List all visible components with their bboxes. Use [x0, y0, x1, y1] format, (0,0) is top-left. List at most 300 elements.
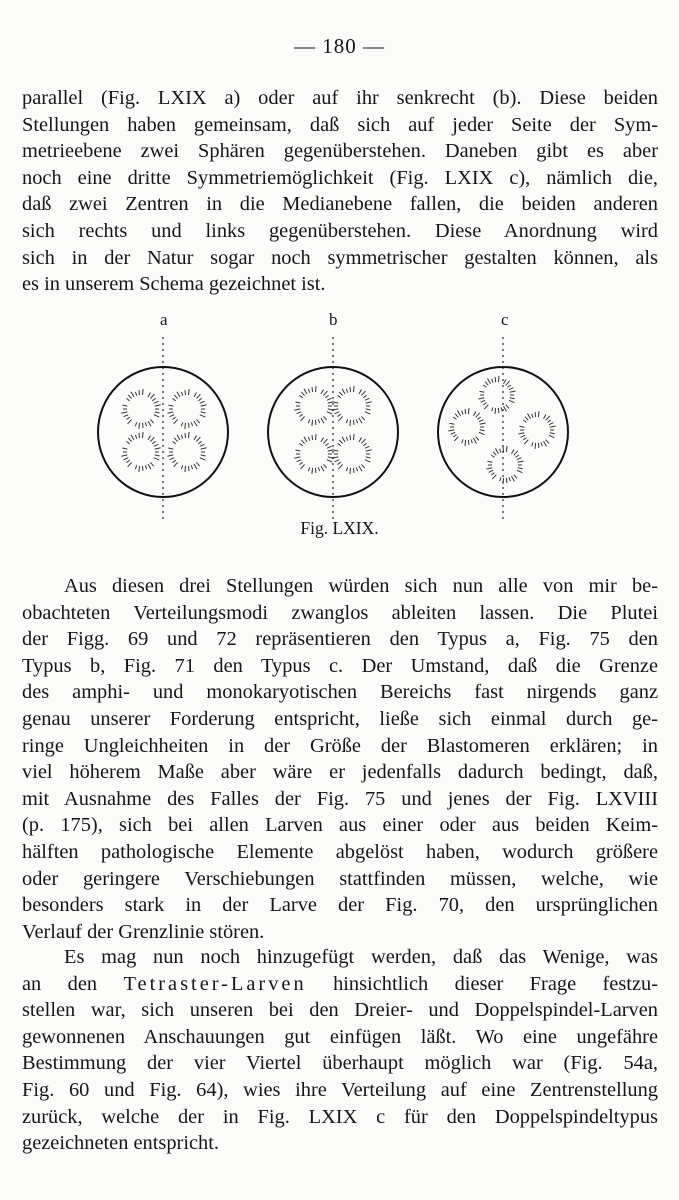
figure-label-b: b [329, 310, 338, 329]
aster-ray [148, 421, 151, 426]
aster-ray [196, 462, 199, 466]
text-line: gewonnenen Anschauungen gut einfügen läßt. Wo eine ungefähre [22, 1025, 658, 1048]
aster-ray [479, 420, 484, 422]
aster-ray [155, 405, 161, 406]
aster-ray [339, 392, 342, 396]
aster-ray [152, 441, 155, 443]
aster-ray [316, 434, 317, 440]
aster-ray [500, 477, 501, 481]
aster-ray [465, 440, 466, 446]
aster-ray [365, 398, 370, 400]
aster-ray [167, 412, 173, 413]
aster-ray [361, 464, 364, 468]
aster-ray [479, 432, 485, 434]
aster-ray [316, 468, 317, 473]
aster-ray [145, 422, 146, 426]
aster-ray [327, 446, 332, 448]
aster-ray [479, 391, 484, 392]
aster-ray [318, 419, 319, 423]
aster-ray [532, 442, 533, 446]
aster-ray [185, 433, 186, 438]
aster-ray [365, 412, 371, 414]
aster-ray [321, 466, 324, 471]
aster-ray [337, 462, 340, 464]
aster-ray [492, 407, 493, 411]
aster-ray [517, 458, 522, 460]
aster-ray [342, 437, 345, 442]
aster-ray [200, 444, 205, 446]
aster-ray [328, 450, 334, 451]
aster-ray [128, 395, 131, 399]
aster-ray [455, 414, 458, 418]
aster-ray [128, 438, 131, 442]
aster-ray [339, 440, 342, 444]
aster-ray [354, 434, 355, 440]
aster-ray [485, 382, 488, 386]
figure-label-a: a [160, 310, 168, 329]
aster-ray [504, 406, 507, 411]
aster-ray [155, 455, 160, 456]
aster-ray [516, 455, 519, 457]
aster-ray [181, 465, 182, 469]
aster-ray [488, 379, 491, 384]
aster-ray [327, 398, 332, 400]
aster-ray [489, 470, 494, 472]
aster-ray [480, 430, 485, 431]
aster-ray [474, 438, 477, 443]
aster-ray [509, 477, 510, 481]
text-line: Verlauf der Grenzlinie stören. [22, 920, 265, 943]
aster-ray [503, 478, 504, 484]
aster-ray [500, 449, 501, 453]
aster-ray [194, 436, 197, 440]
aster-ray [201, 448, 207, 449]
text-line: sich in der Natur sogar noch symmetrischer gestalten können, als [22, 246, 658, 269]
aster-ray [481, 400, 486, 402]
aster-ray [449, 423, 454, 424]
text-line: Es mag nun noch hinzugefügt werden, daß das Wenige, was [64, 946, 658, 968]
aster-ray [172, 460, 175, 462]
aster [332, 386, 371, 426]
aster-ray [346, 437, 347, 441]
aster-ray [299, 443, 302, 445]
aster-ray [131, 435, 134, 440]
text-segment: an den [22, 972, 98, 995]
aster-ray [361, 391, 365, 396]
aster-ray [538, 411, 539, 417]
aster-ray [518, 468, 523, 469]
aster-ray [535, 412, 536, 417]
aster-ray [508, 385, 511, 387]
aster-ray [474, 411, 477, 415]
aster-ray [139, 423, 140, 429]
aster-ray [143, 432, 144, 438]
aster-ray [299, 414, 302, 416]
aster-ray [312, 435, 313, 440]
aster-ray [194, 421, 197, 426]
aster-ray [487, 461, 492, 462]
aster-ray [514, 451, 518, 455]
aster-ray [453, 435, 456, 437]
aster-ray [185, 390, 186, 395]
aster-ray [170, 458, 175, 460]
aster-ray [448, 430, 454, 431]
text-line: obachteten Verteilungsmodi zwanglos ableiten lassen. Die Plutei [22, 601, 658, 624]
aster-ray [154, 458, 160, 460]
aster-ray [346, 389, 347, 393]
aster [294, 434, 333, 474]
text-line: mit Ausnahme des Falles der Fig. 75 und jenes der Fig. LXVIII [22, 787, 658, 810]
aster-ray [139, 433, 140, 438]
aster-ray [468, 440, 469, 445]
aster-ray [201, 405, 207, 406]
aster-ray [495, 408, 496, 414]
text-line: Typus b, Fig. 71 den Typus c. Der Umstand, daß die Grenze [22, 654, 658, 677]
aster-ray [544, 441, 547, 446]
aster-ray [155, 412, 160, 413]
aster-ray [128, 419, 132, 424]
aster-ray [333, 402, 338, 403]
aster-ray [550, 426, 556, 427]
aster [448, 408, 485, 446]
aster-ray [148, 464, 151, 469]
aster-ray [148, 436, 151, 440]
aster-ray [518, 433, 524, 434]
aster-ray [544, 414, 547, 418]
aster-ray [297, 460, 302, 462]
aster-ray [504, 379, 507, 383]
aster-ray [189, 432, 190, 438]
text-line: sich rechts und links gegenüberstehen. Diese Anordnung wird [22, 219, 658, 242]
aster-ray [549, 423, 554, 425]
aster-ray [167, 455, 173, 456]
aster [167, 389, 206, 429]
aster-ray [121, 412, 127, 413]
aster-ray [454, 437, 458, 441]
text-line [22, 971, 658, 998]
aster-ray [510, 391, 516, 392]
aster-ray [517, 470, 523, 472]
aster-ray [189, 466, 190, 471]
aster-ray [468, 408, 469, 414]
emphasized-term: Tetraster-Larven [123, 972, 307, 995]
aster-ray [535, 443, 536, 449]
aster-ray [181, 392, 182, 396]
aster-ray [201, 412, 206, 413]
aster-ray [135, 392, 136, 396]
aster [121, 432, 160, 472]
aster-ray [492, 379, 493, 383]
aster-ray [191, 465, 192, 469]
aster-ray [194, 464, 197, 469]
aster-ray [304, 437, 307, 442]
aster-ray [491, 455, 494, 457]
aster-ray [312, 468, 313, 474]
aster-ray [201, 455, 206, 456]
aster [518, 411, 555, 449]
aster-ray [327, 412, 333, 414]
aster-ray [476, 413, 480, 417]
aster-ray [458, 411, 461, 416]
aster-ray [170, 415, 175, 417]
aster-ray [126, 460, 129, 462]
aster-ray [177, 392, 180, 397]
aster-ray [465, 409, 466, 414]
aster-ray [323, 464, 326, 468]
aster-ray [365, 460, 371, 462]
aster-ray [546, 440, 549, 444]
text-line: noch eine dritte Symmetriemöglichkeit (Fig. LXIX c), nämlich die, [22, 166, 658, 189]
aster-ray [177, 435, 180, 440]
aster-ray [363, 443, 366, 445]
aster-ray [321, 390, 324, 394]
aster-ray [478, 417, 481, 419]
aster-ray [150, 437, 154, 442]
aster-ray [359, 466, 362, 471]
aster-ray [196, 419, 199, 423]
aster-ray [318, 467, 319, 471]
aster-ray [122, 448, 127, 449]
aster-ray [301, 440, 304, 444]
aster-ray [196, 394, 200, 399]
aster-ray [323, 439, 327, 444]
aster-ray [295, 450, 300, 451]
aster-ray [185, 466, 186, 472]
aster [478, 376, 515, 414]
aster-ray [297, 412, 302, 414]
text-line: der Figg. 69 und 72 repräsentieren den Typus a, Fig. 75 den [22, 628, 658, 651]
aster-ray [361, 439, 365, 444]
aster-ray [363, 395, 366, 397]
aster-ray [126, 417, 129, 419]
aster-ray [350, 420, 351, 426]
aster-ray [506, 405, 509, 409]
aster-ray [350, 435, 351, 440]
aster-ray [172, 398, 175, 400]
aster-ray [462, 439, 463, 443]
aster-ray [189, 423, 190, 428]
aster-ray [174, 462, 178, 467]
aster-ray [337, 414, 340, 416]
aster-ray [350, 468, 351, 474]
aster-ray [312, 420, 313, 426]
aster-ray [523, 438, 526, 440]
aster-ray [506, 381, 510, 385]
aster-ray [148, 393, 151, 397]
aster-ray [519, 426, 524, 427]
aster-ray [538, 443, 539, 448]
aster-ray [478, 398, 484, 399]
aster-ray [365, 446, 370, 448]
figure-drawing [0, 332, 679, 542]
aster-ray [312, 387, 313, 392]
aster-ray [366, 409, 371, 410]
aster-ray [150, 394, 154, 399]
aster-ray [316, 420, 317, 425]
aster-ray [327, 460, 333, 462]
aster-ray [155, 448, 161, 449]
aster-ray [366, 457, 371, 458]
aster-ray [503, 447, 504, 452]
aster-ray [510, 398, 515, 399]
aster-ray [194, 393, 197, 397]
aster-ray [359, 418, 362, 423]
aster-ray [316, 386, 317, 392]
figure-label-c: c [501, 310, 509, 329]
aster-ray [321, 418, 324, 423]
text-line: ringe Ungleichheiten in der Größe der Blastomeren erklären; in [22, 734, 658, 757]
aster-ray [496, 449, 499, 454]
aster-ray [198, 398, 201, 400]
aster-ray [359, 438, 362, 442]
aster-ray [185, 423, 186, 429]
aster-ray [339, 464, 343, 469]
aster-ray [124, 415, 129, 417]
aster-ray [521, 435, 526, 437]
aster-ray [548, 420, 551, 422]
aster [486, 446, 523, 484]
aster-ray [308, 389, 309, 393]
aster-ray [366, 402, 372, 403]
aster-ray [299, 395, 302, 397]
text-line: (p. 175), sich bei allen Larven aus einer oder aus beiden Keim- [22, 814, 658, 837]
aster-ray [356, 467, 357, 471]
aster-ray [491, 473, 494, 475]
aster-ray [323, 416, 326, 420]
aster-ray [152, 398, 155, 400]
aster-ray [198, 441, 201, 443]
aster-ray [135, 465, 136, 469]
aster-ray [335, 412, 340, 414]
aster-ray [154, 401, 159, 403]
text-segment: hinsichtlich dieser Frage festzu- [333, 972, 658, 995]
aster-ray [356, 419, 357, 423]
aster-ray [514, 475, 517, 479]
aster-ray [200, 458, 206, 460]
aster-ray [172, 441, 175, 443]
aster-ray [549, 435, 555, 437]
aster-ray [483, 385, 486, 387]
aster-ray [366, 450, 372, 451]
aster-ray [301, 416, 305, 421]
aster-ray [492, 475, 496, 479]
aster-ray [524, 440, 528, 444]
aster-ray [333, 450, 338, 451]
aster-ray [546, 416, 550, 420]
aster-ray [518, 461, 524, 462]
text-line: zurück, welche der in Fig. LXIX c für den Doppelspindeltypus [22, 1105, 658, 1128]
aster-ray [139, 390, 140, 395]
aster-ray [200, 401, 205, 403]
aster-ray [501, 407, 502, 411]
text-line: hälften pathologische Elemente abgelöst haben, wodurch größere [22, 840, 658, 863]
aster-ray [301, 392, 304, 396]
aster-ray [200, 415, 206, 417]
aster-ray [471, 439, 472, 443]
aster-ray [495, 377, 496, 382]
aster-ray [174, 438, 177, 442]
aster-ray [506, 478, 507, 483]
aster-ray [122, 405, 127, 406]
aster-ray [342, 389, 345, 394]
aster [167, 432, 206, 472]
aster-ray [128, 462, 132, 467]
aster-ray [453, 417, 456, 419]
text-line: Bestimmung der vier Viertel überhaupt möglich war (Fig. 54a, [22, 1052, 658, 1075]
aster-ray [506, 446, 507, 452]
page-number: — 180 — [294, 34, 385, 58]
text-line: es in unserem Schema gezeichnet ist. [22, 273, 326, 296]
aster-ray [346, 419, 347, 423]
aster-ray [541, 442, 542, 446]
aster-ray [512, 476, 515, 481]
aster-ray [126, 398, 129, 400]
text-line: Fig. 60 und Fig. 64), wies ihre Verteilung auf eine Zentrenstellung [22, 1078, 658, 1101]
text-line: stellen war, sich unseren bei den Dreier- und Doppelspindel-Larven [22, 999, 658, 1022]
aster-ray [498, 408, 499, 413]
aster-ray [532, 414, 533, 418]
text-line: besonders stark in der Larve der Fig. 70, den ursprünglichen [22, 894, 658, 917]
aster-ray [550, 433, 555, 434]
aster-ray [523, 420, 526, 422]
aster-ray [168, 448, 173, 449]
aster-ray [335, 460, 340, 462]
aster-ray [174, 419, 178, 424]
text-line: Stellungen haben gemeinsam, daß sich auf jeder Seite der Sym- [22, 113, 658, 136]
text-line: genau unserer Forderung entspricht, ließe sich einmal durch ge- [22, 707, 658, 730]
aster-ray [484, 405, 488, 409]
aster-ray [321, 438, 324, 442]
aster [294, 386, 333, 426]
aster-ray [131, 392, 134, 397]
aster-ray [145, 465, 146, 469]
aster-ray [325, 443, 328, 445]
aster-ray [308, 419, 309, 423]
aster-ray [525, 417, 528, 421]
aster-ray [172, 417, 175, 419]
aster-ray [493, 452, 496, 456]
aster-ray [295, 402, 300, 403]
aster-ray [301, 464, 305, 469]
paragraph-2 [22, 573, 658, 945]
aster-ray [196, 437, 200, 442]
aster-ray [354, 386, 355, 392]
aster-ray [509, 400, 515, 402]
aster-ray [308, 467, 309, 471]
aster-ray [191, 422, 192, 426]
aster-ray [189, 389, 190, 395]
aster-ray [143, 423, 144, 428]
aster-ray [174, 395, 177, 399]
aster-ray [323, 391, 327, 396]
aster-ray [486, 468, 492, 469]
aster-ray [154, 444, 159, 446]
aster-ray [168, 405, 173, 406]
aster-ray [354, 420, 355, 425]
aster-ray [509, 388, 514, 390]
figure-lxix [0, 310, 679, 550]
aster-ray [150, 419, 153, 423]
text-line: daß zwei Zentren in die Medianebene fallen, die beiden anderen [22, 193, 658, 216]
aster-ray [483, 403, 486, 405]
aster-ray [181, 422, 182, 426]
aster [332, 434, 371, 474]
paragraph-3 [22, 944, 658, 1157]
aster-ray [350, 387, 351, 392]
aster-ray [121, 455, 127, 456]
aster-ray [124, 458, 129, 460]
aster-ray [181, 435, 182, 439]
